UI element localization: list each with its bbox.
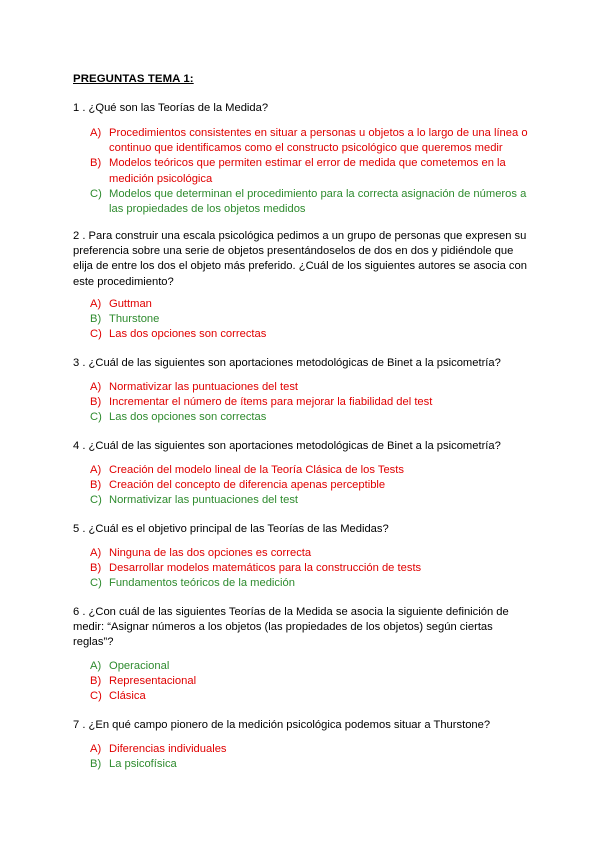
question-6: 6 . ¿Con cuál de las siguientes Teorías de la Medida se asocia la siguiente definición de medir: “Asignar números a los objetos (las propiedades de los objetos) según ciertas reglas”?	[73, 606, 509, 649]
option-letter: C)	[90, 328, 102, 341]
option-7b	[90, 757, 540, 772]
option-text: Modelos teóricos que permiten estimar el error de medida que cometemos en la medición psicológica	[109, 157, 506, 185]
option-4b	[90, 478, 540, 493]
option-7a	[90, 742, 540, 757]
option-3c	[90, 410, 540, 425]
option-6b	[90, 674, 540, 689]
option-5b	[90, 561, 540, 576]
option-letter: A)	[90, 660, 102, 672]
option-text: Incrementar el número de ítems para mejorar la fiabilidad del test	[109, 396, 433, 409]
question-7: 7 . ¿En qué campo pionero de la medición psicológica podemos situar a Thurstone?	[73, 719, 491, 731]
option-text: Modelos que determinan el procedimiento para la correcta asignación de números a las propiedades de los objetos medidos	[109, 187, 527, 216]
question-3: 3 . ¿Cuál de las siguientes son aportaciones metodológicas de Binet a la psicometría?	[73, 357, 501, 369]
option-text: Representacional	[109, 675, 197, 688]
option-letter: C)	[90, 577, 102, 590]
option-6c	[90, 689, 540, 704]
option-text: La psicofísica	[109, 758, 177, 771]
option-text: Clásica	[109, 690, 146, 703]
option-text: Operacional	[109, 660, 170, 672]
option-text: Ninguna de las dos opciones es correcta	[109, 547, 312, 559]
question-6-options	[90, 659, 540, 705]
option-letter: B)	[90, 396, 102, 409]
option-1b	[90, 156, 540, 186]
question-1: 1 . ¿Qué son las Teorías de la Medida?	[73, 102, 269, 114]
option-letter: C)	[90, 187, 102, 200]
option-letter: A)	[90, 381, 102, 393]
question-5-options	[90, 546, 540, 592]
option-text: Procedimientos consistentes en situar a personas u objetos a lo largo de una línea o continuo que identificamos como el constructo psicológico que queremos medir	[109, 127, 528, 155]
option-3a	[90, 380, 540, 395]
option-4a	[90, 463, 540, 478]
option-1a	[90, 126, 540, 156]
option-letter: B)	[90, 157, 102, 170]
question-2: 2 . Para construir una escala psicológica pedimos a un grupo de personas que expresen su preferencia sobre una serie de objetos presentándoselos de dos en dos y pidiéndole que elija de entre los dos el objeto más preferido. ¿Cuál de los siguientes autores se asocia con este procedimiento?	[73, 230, 527, 288]
option-5a	[90, 546, 540, 561]
option-2c	[90, 327, 540, 342]
option-letter: B)	[90, 562, 102, 575]
option-4c	[90, 493, 540, 508]
option-letter: B)	[90, 479, 102, 492]
option-text: Normativizar las puntuaciones del test	[109, 381, 299, 393]
option-letter: C)	[90, 411, 102, 424]
option-6a	[90, 659, 540, 674]
option-1c	[90, 187, 540, 217]
option-text: Desarrollar modelos matemáticos para la construcción de tests	[109, 562, 422, 575]
option-letter: A)	[90, 743, 102, 755]
option-letter: A)	[90, 127, 102, 139]
option-letter: C)	[90, 494, 102, 507]
option-text: Creación del modelo lineal de la Teoría Clásica de los Tests	[109, 464, 404, 476]
option-2a	[90, 297, 540, 312]
question-7-options	[90, 742, 540, 772]
option-5c	[90, 576, 540, 591]
question-2-options	[90, 297, 540, 343]
option-letter: C)	[90, 690, 102, 703]
question-4-options	[90, 463, 540, 509]
question-4: 4 . ¿Cuál de las siguientes son aportaciones metodológicas de Binet a la psicometría?	[73, 440, 501, 452]
question-1-options	[90, 126, 540, 217]
option-2b	[90, 312, 540, 327]
option-letter: A)	[90, 464, 102, 476]
question-5: 5 . ¿Cuál es el objetivo principal de las Teorías de las Medidas?	[73, 523, 389, 535]
option-letter: A)	[90, 298, 102, 310]
page-title: PREGUNTAS TEMA 1:	[73, 73, 194, 85]
option-text: Thurstone	[109, 313, 160, 326]
option-letter: B)	[90, 313, 102, 326]
option-text: Fundamentos teóricos de la medición	[109, 577, 295, 590]
option-text: Diferencias individuales	[109, 743, 227, 755]
option-text: Normativizar las puntuaciones del test	[109, 494, 299, 507]
option-letter: B)	[90, 675, 102, 688]
option-text: Creación del concepto de diferencia apenas perceptible	[109, 479, 386, 492]
option-3b	[90, 395, 540, 410]
option-letter: B)	[90, 758, 102, 771]
option-text: Las dos opciones son correctas	[109, 328, 267, 341]
option-text: Guttman	[109, 298, 152, 310]
option-text: Las dos opciones son correctas	[109, 411, 267, 424]
option-letter: A)	[90, 547, 102, 559]
question-3-options	[90, 380, 540, 426]
